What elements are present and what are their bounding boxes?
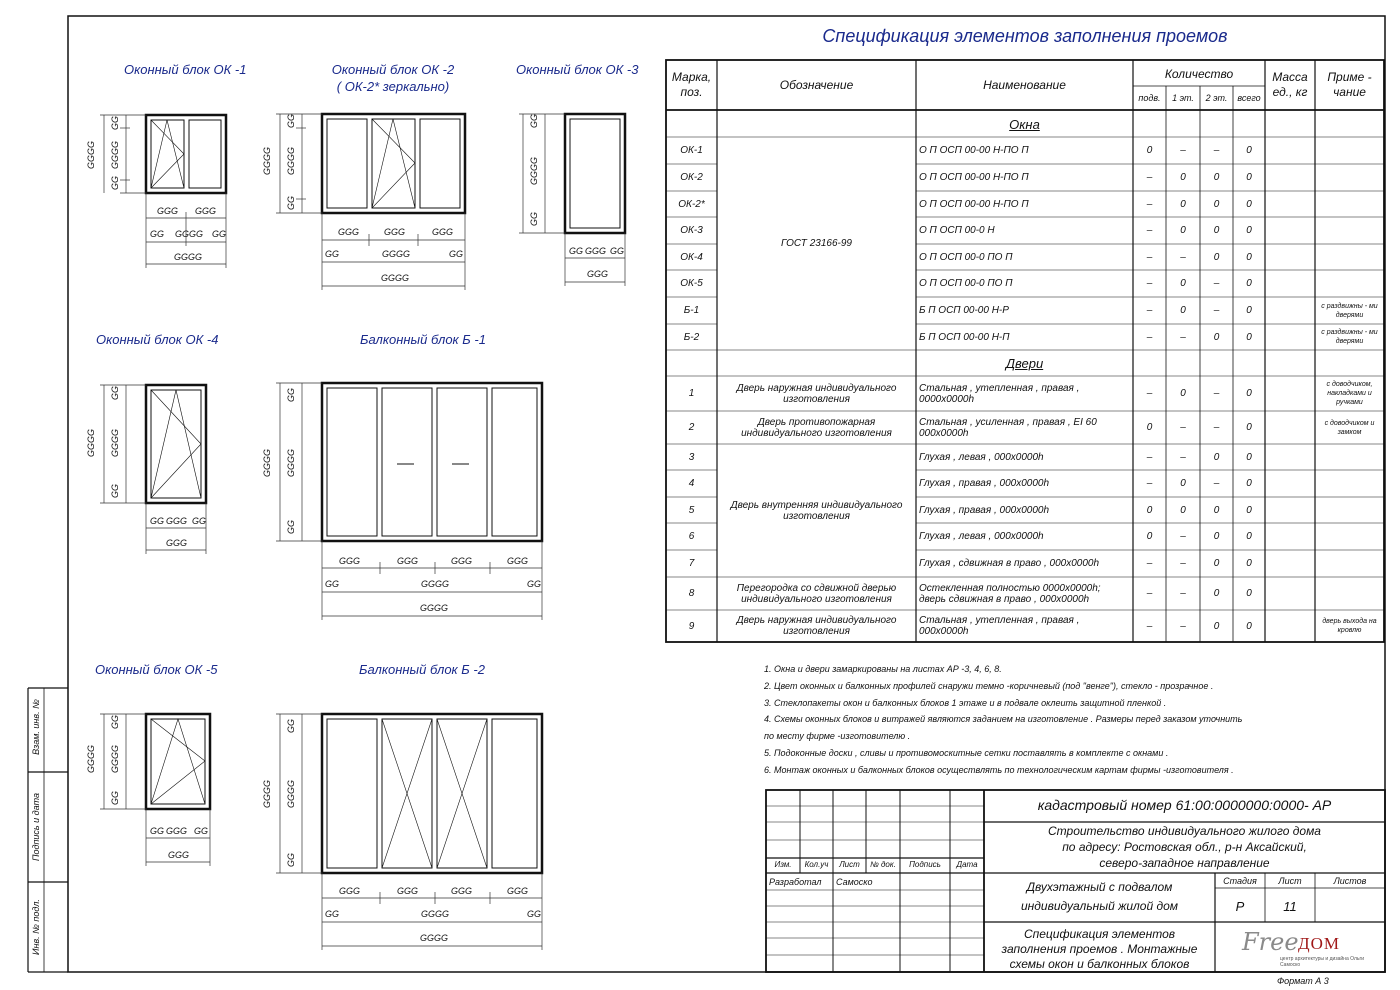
window-row-name: О П ОСП 00-0 ПО П — [919, 278, 1013, 289]
dim-label: GGG — [166, 516, 188, 526]
dim-label: GG — [286, 196, 296, 211]
door-row-qty: – — [1146, 478, 1153, 489]
inner-door-designation: Дверь внутренняя индивидуального изготовления — [730, 499, 903, 522]
window-row-qty: 0 — [1246, 172, 1252, 183]
dim-label: GGGG — [421, 909, 450, 919]
dim-label: GGGG — [110, 141, 120, 170]
window-row-qty: 0 — [1180, 172, 1186, 183]
window-row-qty: 0 — [1180, 278, 1186, 289]
window-row-mark: Б-1 — [683, 305, 700, 316]
door-row-qty: 0 — [1213, 620, 1220, 632]
door-row-name: Стальная , утепленная , правая , 0000х0000h — [919, 382, 1080, 405]
note-line: 3. Стеклопакеты окон и балконных блоков 1 этаже и в подвале оклеить защитной пленкой . — [764, 698, 1167, 708]
window-row-mark: ОК-2* — [678, 198, 705, 210]
door-row-mark: 6 — [688, 531, 695, 542]
stamp-col-label: Подпись — [909, 860, 941, 869]
dim-label: GGG — [585, 246, 607, 256]
stamp-sheet-title-line: заполнения проемов . Монтажные — [1001, 942, 1198, 956]
door-row-note: дверь выхода на кровлю — [1322, 618, 1377, 634]
stamp-sheet-title-line: схемы окон и балконных блоков — [1009, 957, 1190, 971]
window-row-qty: 0 — [1246, 145, 1252, 156]
stamp-developer-name: Самоско — [836, 877, 873, 887]
window-row-note: с раздвижны - ми дверями — [1321, 302, 1378, 319]
dim-label: GGG — [166, 538, 188, 548]
window-row-qty: 0 — [1213, 172, 1220, 183]
stamp-sheet-label: Лист — [1278, 876, 1302, 886]
window-row-qty: 0 — [1180, 198, 1186, 210]
window-row-qty: 0 — [1246, 331, 1252, 343]
window-row-qty: 0 — [1213, 225, 1220, 236]
door-row-qty: – — [1146, 388, 1153, 399]
door-row-name: Стальная , утепленная , правая , 000х0000h — [919, 615, 1080, 637]
dim-label: GGG — [507, 886, 529, 896]
dim-label: GGGG — [529, 157, 539, 186]
door-row-mark: 1 — [688, 388, 695, 399]
dim-label: GG — [286, 520, 296, 535]
dim-label: GG — [110, 791, 120, 806]
dim-label: GGG — [397, 886, 419, 896]
window-row-name: О П ОСП 00-00 Н-ПО П — [919, 198, 1029, 210]
door-row-name: Глухая , левая , 000х0000h — [919, 451, 1044, 463]
title-b2: Балконный блок Б -2 — [359, 662, 485, 677]
dim-label: GGGG — [86, 745, 96, 774]
window-row-mark: ОК-4 — [680, 251, 703, 263]
dim-label: GGG — [451, 886, 473, 896]
dim-label: GG — [110, 116, 120, 131]
dim-label: GG — [527, 909, 542, 919]
dim-label: GGGG — [286, 449, 296, 478]
note-line: 6. Монтаж оконных и балконных блоков осуществлять по технологическим картам фирмы -изготовителя . — [764, 765, 1234, 775]
window-row-qty: 0 — [1213, 251, 1220, 263]
window-row-qty: 0 — [1246, 305, 1252, 316]
door-row-qty: 0 — [1246, 504, 1252, 516]
gost-designation: ГОСТ 23166-99 — [781, 238, 852, 249]
door-row-qty: 0 — [1213, 504, 1220, 516]
stamp-sheets-label: Листов — [1333, 876, 1367, 886]
dim-label: GG — [325, 249, 340, 259]
dim-label: GG — [449, 249, 464, 259]
dim-label: GGG — [397, 556, 419, 566]
dim-label: GGG — [339, 556, 361, 566]
dim-label: GG — [150, 229, 165, 239]
door-row-name: Глухая , правая , 000х0000h — [919, 504, 1050, 516]
door-row-name: Глухая , сдвижная в право , 000х0000h — [919, 558, 1100, 569]
dim-label: GGGG — [421, 579, 450, 589]
window-row-qty: – — [1213, 278, 1220, 289]
table-title: Спецификация элементов заполнения проемов — [822, 26, 1228, 46]
dim-label: GGGG — [382, 249, 411, 259]
door-row-qty: – — [1146, 451, 1153, 463]
dim-label: GG — [286, 719, 296, 734]
window-row-qty: 0 — [1180, 305, 1186, 316]
door-row-qty: 0 — [1213, 558, 1220, 569]
window-row-mark: ОК-5 — [680, 278, 703, 289]
door-row-qty: 0 — [1146, 531, 1153, 542]
dim-label: GG — [569, 246, 584, 256]
stamp-code: кадастровый номер 61:00:0000000:0000- АР — [1037, 797, 1332, 813]
dim-label: GGG — [384, 227, 406, 237]
logo-subtitle: центр архитектуры и дизайна Ольги Самоско — [1280, 956, 1365, 968]
logo-dom: ДОМ — [1298, 934, 1340, 953]
window-row-name: Б П ОСП 00-00 Н-П — [919, 331, 1010, 343]
door-row-mark: 8 — [688, 588, 695, 599]
dim-label: GGG — [157, 206, 179, 216]
note-line: 4. Схемы оконных блоков и витражей являются заданием на изготовление . Размеры перед заказом уточнить — [764, 714, 1243, 724]
door-row-qty: – — [1213, 422, 1220, 433]
stamp-building-line: индивидуальный жилой дом — [1021, 899, 1178, 913]
window-row-qty: – — [1146, 172, 1153, 183]
note-line: 2. Цвет оконных и балконных профилей снаружи темно -коричневый (под "венге"), стекло - прозрачное . — [764, 681, 1214, 691]
header-mark: Марка, поз. — [671, 70, 712, 99]
dim-label: GG — [286, 114, 296, 129]
door-row-qty: 0 — [1213, 531, 1220, 542]
door-row-qty: 0 — [1213, 588, 1220, 599]
dim-label: GG — [529, 212, 539, 227]
dim-label: GGGG — [286, 147, 296, 176]
window-row-name: О П ОСП 00-00 Н-ПО П — [919, 145, 1029, 156]
stamp-stage-label: Стадия — [1223, 876, 1257, 886]
door-row-qty: 0 — [1246, 388, 1252, 399]
door-row-mark: 5 — [688, 504, 695, 516]
window-row-qty: – — [1146, 305, 1153, 316]
window-row-qty: – — [1146, 278, 1153, 289]
door-row-name: Стальная , усиленная , правая , EI 60 000х0000h — [919, 416, 1097, 439]
sheet-format: Формат А 3 — [1277, 976, 1329, 986]
door-row-mark: 7 — [688, 558, 695, 569]
stamp-col-label: Кол.уч — [804, 860, 829, 869]
stamp-developed-label: Разработал — [769, 877, 822, 887]
title-ok5: Оконный блок ОК -5 — [95, 662, 218, 677]
dim-label: GG — [527, 579, 542, 589]
window-row-qty: – — [1146, 331, 1153, 343]
header-qty-floor1: 1 эт. — [1172, 92, 1194, 103]
dim-label: GGGG — [262, 449, 272, 478]
window-row-qty: – — [1213, 145, 1220, 156]
door-row-note: с доводчиком и замком — [1324, 419, 1375, 436]
note-line: 1. Окна и двери замаркированы на листах АР -3, 4, 6, 8. — [764, 664, 1002, 674]
window-row-qty: 0 — [1213, 331, 1220, 343]
logo-free: Free — [1242, 928, 1299, 956]
dim-label: GG — [150, 826, 165, 836]
dim-label: GG — [194, 826, 209, 836]
header-mass: Масса ед., кг — [1272, 70, 1308, 99]
section-doors: Двери — [1005, 355, 1044, 371]
door-row-qty: 0 — [1246, 531, 1252, 542]
window-row-qty: – — [1146, 251, 1153, 263]
door-row-qty: 0 — [1146, 422, 1153, 433]
dim-label: GG — [110, 176, 120, 191]
header-qty: Количество — [1164, 66, 1234, 81]
window-row-qty: 0 — [1213, 198, 1220, 210]
window-row-mark: Б-2 — [683, 331, 700, 343]
section-windows: Окна — [1009, 116, 1040, 132]
door-row-qty: 0 — [1246, 620, 1252, 632]
dim-label: GGG — [432, 227, 454, 237]
dim-label: GG — [110, 484, 120, 499]
title-ok4: Оконный блок ОК -4 — [96, 332, 219, 347]
dim-label: GG — [325, 909, 340, 919]
door-row-name: Глухая , левая , 000х0000h — [919, 531, 1044, 542]
dim-label: GG — [110, 715, 120, 730]
dim-label: GGG — [338, 227, 360, 237]
dim-label: GG — [192, 516, 207, 526]
window-row-qty: – — [1146, 198, 1153, 210]
door-row-qty: – — [1213, 388, 1220, 399]
door-row-qty: 0 — [1246, 422, 1252, 433]
window-row-qty: 0 — [1246, 198, 1252, 210]
door-row-qty: – — [1180, 531, 1186, 542]
dim-label: GGGG — [86, 429, 96, 458]
door-row-qty: – — [1180, 620, 1186, 632]
title-ok2: Оконный блок ОК -2 — [331, 62, 455, 77]
door-row-qty: 0 — [1180, 388, 1186, 399]
header-qty-floor2: 2 эт. — [1205, 92, 1228, 103]
window-row-mark: ОК-3 — [680, 225, 703, 236]
note-line: 5. Подоконные доски , сливы и противомоскитные сетки поставлять в комплекте с окнами . — [764, 748, 1169, 758]
door-row-qty: 0 — [1246, 451, 1252, 463]
door-row-note: с доводчиком, накладками и ручками — [1326, 381, 1373, 406]
door-row-qty: – — [1146, 588, 1153, 599]
stamp-building-line: Двухэтажный с подвалом — [1026, 880, 1173, 894]
door-row-mark: 4 — [688, 478, 695, 489]
window-row-qty: 0 — [1246, 251, 1252, 263]
dim-label: GGGG — [175, 229, 204, 239]
window-row-qty: – — [1146, 225, 1153, 236]
dim-label: GGG — [168, 850, 190, 860]
dim-label: GGGG — [110, 429, 120, 458]
dim-label: GG — [150, 516, 165, 526]
header-qty-basement: подв. — [1138, 92, 1161, 103]
door-row-name: Глухая , правая , 000х0000h — [919, 478, 1050, 489]
door-row-qty: – — [1213, 478, 1220, 489]
door-row-designation: Дверь наружная индивидуального изготовления — [736, 615, 897, 637]
dim-label: GGGG — [286, 780, 296, 809]
freedom-logo — [1236, 928, 1376, 968]
dim-label: GG — [110, 386, 120, 401]
title-ok1: Оконный блок ОК -1 — [124, 62, 247, 77]
dim-label: GG — [529, 114, 539, 129]
window-row-qty: – — [1213, 305, 1220, 316]
window-row-qty: 0 — [1246, 278, 1252, 289]
header-name: Наименование — [983, 77, 1066, 92]
header-qty-total: всего — [1237, 92, 1261, 103]
dim-label: GG — [610, 246, 625, 256]
stamp-stage-value: Р — [1235, 899, 1245, 914]
door-row-qty: – — [1146, 558, 1153, 569]
dim-label: GG — [212, 229, 227, 239]
door-row-qty: – — [1180, 588, 1186, 599]
door-row-mark: 2 — [688, 422, 695, 433]
stamp-project-line: Строительство индивидуального жилого дома — [1048, 824, 1321, 838]
window-row-qty: – — [1180, 251, 1186, 263]
dim-label: GGGG — [262, 780, 272, 809]
door-row-qty: – — [1180, 558, 1186, 569]
dim-label: GGG — [587, 269, 609, 279]
door-row-qty: – — [1180, 422, 1186, 433]
window-row-qty: 0 — [1246, 225, 1252, 236]
stamp-col-label: Изм. — [774, 860, 792, 869]
stamp-col-label: № док. — [870, 860, 896, 869]
stamp-col-label: Лист — [839, 860, 860, 869]
door-row-qty: 0 — [1213, 451, 1220, 463]
header-note: Приме - чание — [1327, 70, 1372, 99]
door-row-qty: 0 — [1180, 478, 1186, 489]
dim-label: GGGG — [420, 603, 449, 613]
door-row-qty: 0 — [1246, 478, 1252, 489]
door-row-designation: Перегородка со сдвижной дверью индивидуального изготовления — [736, 582, 897, 605]
dim-label: GGGG — [381, 273, 410, 283]
door-row-mark: 9 — [688, 620, 695, 632]
window-row-note: с раздвижны - ми дверями — [1321, 329, 1378, 345]
stamp-sheet-value: 11 — [1283, 899, 1297, 914]
dim-label: GGG — [507, 556, 529, 566]
dim-label: GGG — [451, 556, 473, 566]
window-row-name: О П ОСП 00-00 Н-ПО П — [919, 172, 1029, 183]
left-stamp-signature: Подпись и дата — [31, 792, 41, 862]
title-ok2-sub: ( ОК-2* зеркально) — [336, 79, 450, 94]
stamp-project-line: по адресу: Ростовская обл., р-н Аксайский, — [1062, 840, 1307, 854]
title-ok3: Оконный блок ОК -3 — [516, 62, 639, 77]
door-row-qty: 0 — [1180, 504, 1186, 516]
stamp-sheet-title-line: Спецификация элементов — [1023, 927, 1176, 941]
title-b1: Балконный блок Б -1 — [360, 332, 486, 347]
door-row-designation: Дверь наружная индивидуального изготовления — [736, 382, 897, 405]
dim-label: GGGG — [420, 933, 449, 943]
door-row-qty: – — [1180, 451, 1186, 463]
door-row-designation: Дверь противопожарная индивидуального изготовления — [741, 416, 892, 439]
header-designation: Обозначение — [779, 77, 854, 92]
window-row-name: О П ОСП 00-0 Н — [919, 225, 995, 236]
stamp-col-label: Дата — [956, 860, 978, 869]
door-row-name: Остекленная полностью 0000х0000h; дверь сдвижная в право , 000х0000h — [919, 582, 1101, 605]
dim-label: GGG — [166, 826, 188, 836]
note-line: по месту фирме -изготовителю . — [764, 731, 911, 741]
dim-label: GG — [286, 388, 296, 403]
dim-label: GGG — [195, 206, 217, 216]
window-row-mark: ОК-2 — [680, 172, 703, 183]
dim-label: GG — [325, 579, 340, 589]
door-row-qty: – — [1146, 620, 1153, 632]
window-row-name: Б П ОСП 00-00 Н-Р — [919, 305, 1009, 316]
left-stamp-replace: Взам. инв. № — [31, 699, 41, 755]
stamp-project-line: северо-западное направление — [1099, 856, 1270, 870]
dim-label: GGGG — [110, 745, 120, 774]
dim-label: GGGG — [262, 147, 272, 176]
window-row-qty: – — [1180, 331, 1186, 343]
dim-label: GG — [286, 853, 296, 868]
window-row-qty: 0 — [1180, 225, 1186, 236]
left-stamp-inventory: Инв. № подл. — [31, 899, 41, 955]
dim-label: GGGG — [174, 252, 203, 262]
dim-label: GGGG — [86, 141, 96, 170]
window-row-qty: – — [1180, 145, 1186, 156]
window-row-qty: 0 — [1146, 145, 1153, 156]
dim-label: GGG — [339, 886, 361, 896]
door-row-qty: 0 — [1246, 558, 1252, 569]
door-row-qty: 0 — [1146, 504, 1153, 516]
door-row-qty: 0 — [1246, 588, 1252, 599]
window-row-mark: ОК-1 — [680, 145, 703, 156]
door-row-mark: 3 — [688, 451, 695, 463]
window-row-name: О П ОСП 00-0 ПО П — [919, 251, 1013, 263]
